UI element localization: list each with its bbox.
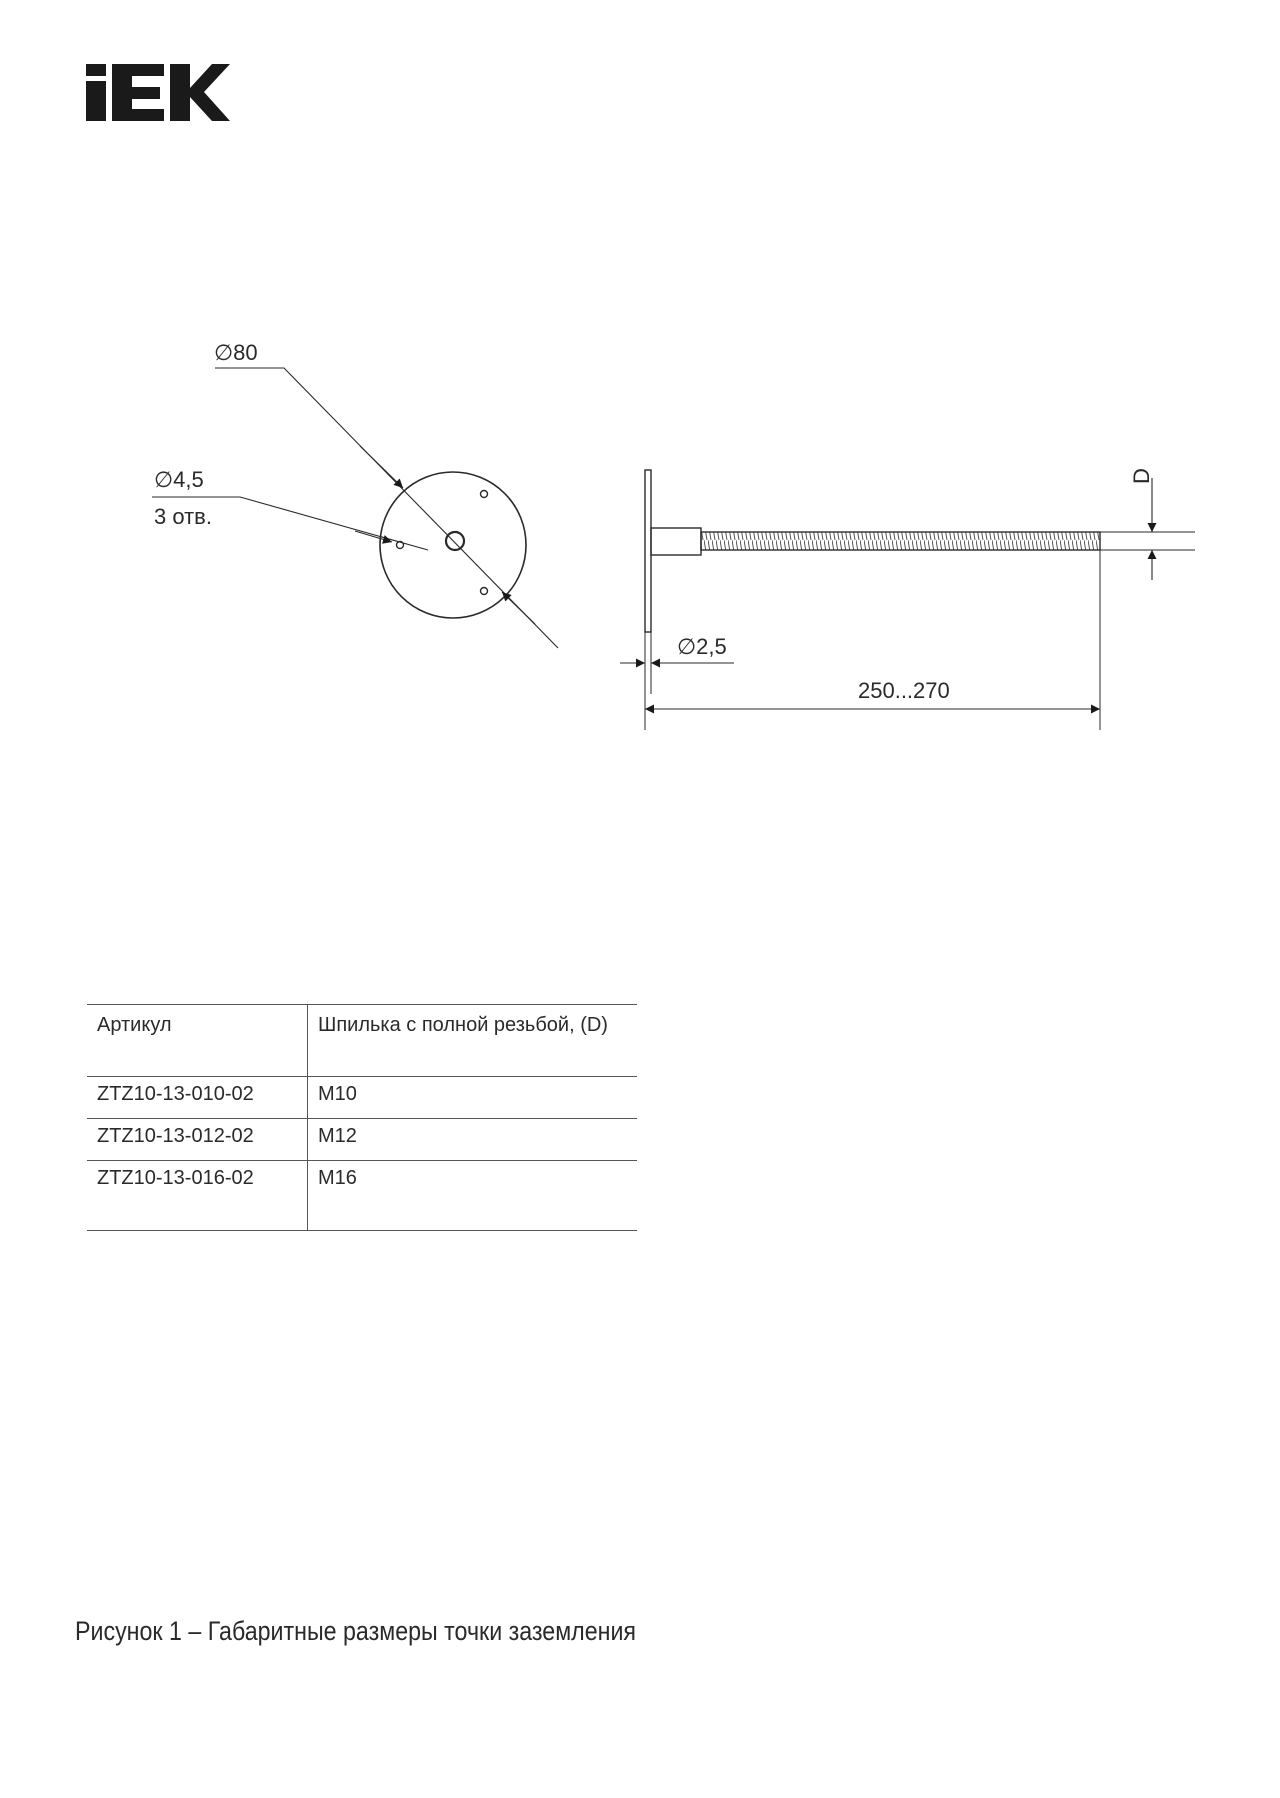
table-row	[87, 1119, 637, 1161]
figure-caption: Рисунок 1 – Габаритные размеры точки заземления	[75, 1616, 637, 1646]
table-row	[87, 1077, 637, 1119]
article-table	[87, 1004, 637, 1231]
table-cell-thread: M10	[308, 1077, 638, 1119]
length-label: 250...270	[858, 678, 950, 703]
table-cell-article: ZTZ10-13-016-02	[87, 1161, 308, 1231]
table-cell-thread: M12	[308, 1119, 638, 1161]
plate-thickness-label: ∅2,5	[677, 634, 727, 659]
hole-diameter-label: ∅4,5	[154, 467, 204, 492]
table-header-article: Артикул	[87, 1005, 308, 1077]
plate-diameter-label: ∅80	[214, 340, 258, 365]
table-header-row	[87, 1005, 637, 1077]
plate-front-view	[380, 472, 526, 618]
table-row	[87, 1161, 637, 1231]
thread-diameter-label: D	[1129, 468, 1154, 484]
table-header-stud: Шпилька с полной резьбой, (D)	[308, 1005, 638, 1077]
table-cell-thread: M16	[308, 1161, 638, 1231]
hole-count-label: 3 отв.	[154, 504, 212, 529]
table-cell-article: ZTZ10-13-012-02	[87, 1119, 308, 1161]
stud-side-view	[645, 470, 1100, 632]
table-cell-article: ZTZ10-13-010-02	[87, 1077, 308, 1119]
